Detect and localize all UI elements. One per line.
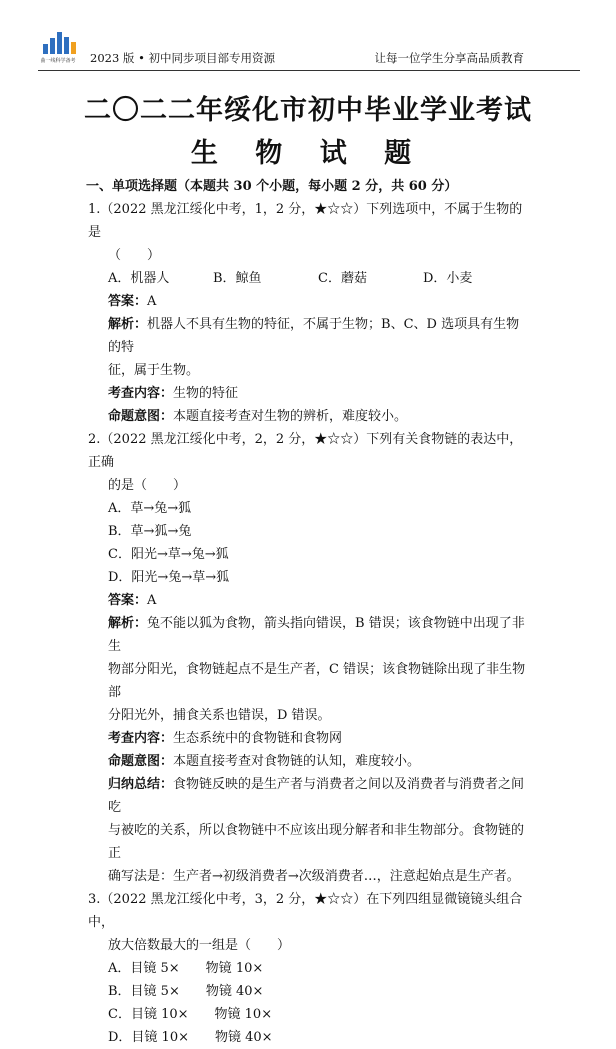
summary-text: 食物链反映的是生产者与消费者之间以及消费者与消费者之间吃 xyxy=(108,777,525,815)
summary xyxy=(88,773,530,819)
intent-text: 本题直接考查对食物链的认知，难度较小。 xyxy=(173,754,421,769)
question-stem: 1.（2022 黑龙江绥化中考，1，2 分，★☆☆）下列选项中，不属于生物的是 xyxy=(88,202,523,240)
option-b: B．目镜 5× 物镜 40× xyxy=(108,984,264,999)
analysis xyxy=(88,612,530,658)
analysis-cont: 物部分阳光，食物链起点不是生产者，C 错误；该食物链除出现了非生物部 xyxy=(108,662,526,700)
option-b: B．鲸鱼 xyxy=(213,271,262,286)
question-stem: 3.（2022 黑龙江绥化中考，3，2 分，★☆☆）在下列四组显微镜镜头组合中， xyxy=(88,892,523,930)
question-stem-cont: 的是（ ） xyxy=(108,478,187,493)
options xyxy=(88,267,530,290)
option-a: A．目镜 5× 物镜 10× xyxy=(108,961,264,976)
intent xyxy=(88,405,530,428)
analysis-text: 机器人不具有生物的特征，不属于生物；B、C、D 选项具有生物的特 xyxy=(108,317,520,355)
intent-label: 命题意图： xyxy=(108,754,174,769)
intent-text: 本题直接考查对生物的辨析，难度较小。 xyxy=(173,409,408,424)
analysis-label: 解析： xyxy=(108,616,148,631)
summary-cont: 确写法是：生产者→初级消费者→次级消费者…，注意起始点是生产者。 xyxy=(108,869,520,884)
option-c: C．目镜 10× 物镜 10× xyxy=(108,1007,273,1022)
content-text: 生物的特征 xyxy=(173,386,239,401)
exam-content xyxy=(88,175,530,1049)
content-label: 考查内容： xyxy=(108,386,174,401)
answer-label: 答案： xyxy=(108,294,148,309)
page-header xyxy=(0,0,616,76)
answer xyxy=(88,589,530,612)
content-label: 考查内容： xyxy=(108,731,174,746)
question-stem: 2.（2022 黑龙江绥化中考，2，2 分，★☆☆）下列有关食物链的表达中，正确 xyxy=(88,432,523,470)
option-d: D．小麦 xyxy=(423,271,473,286)
intent-label: 命题意图： xyxy=(108,409,174,424)
question-1 xyxy=(88,198,530,428)
analysis-cont: 征，属于生物。 xyxy=(108,363,200,378)
option-d: D．目镜 10× 物镜 40× xyxy=(108,1030,273,1045)
question-3 xyxy=(88,888,530,1049)
analysis-cont: 分阳光外，捕食关系也错误，D 错误。 xyxy=(108,708,331,723)
answer xyxy=(88,290,530,313)
options xyxy=(88,957,530,1049)
content-text: 生态系统中的食物链和食物网 xyxy=(173,731,343,746)
header-divider xyxy=(38,70,580,71)
answer-value: A xyxy=(147,593,157,608)
answer-value: A xyxy=(147,294,157,309)
option-b: B．草→狐→兔 xyxy=(108,524,192,539)
option-c: C．阳光→草→兔→狐 xyxy=(108,547,229,562)
question-stem-cont: （ ） xyxy=(108,248,161,263)
exam-title: 二〇二二年绥化市初中毕业学业考试 xyxy=(84,95,532,126)
question-stem-cont: 放大倍数最大的一组是（ ） xyxy=(108,938,291,953)
options xyxy=(88,497,530,589)
header-edition-text: 2023 版 • 初中同步项目部专用资源 xyxy=(90,51,276,65)
content-point xyxy=(88,727,530,750)
analysis xyxy=(88,313,530,359)
summary-cont: 与被吃的关系，所以食物链中不应该出现分解者和非生物部分。食物链的正 xyxy=(108,823,525,861)
header-slogan: 让每一位学生分享高品质教育 xyxy=(374,51,524,65)
content-point xyxy=(88,382,530,405)
exam-subject: 生 物 试 题 xyxy=(190,138,426,169)
summary-label: 归纳总结： xyxy=(108,777,174,792)
answer-label: 答案： xyxy=(108,593,148,608)
option-a: A．草→兔→狐 xyxy=(108,501,192,516)
logo-caption: 曲一线科学备考 xyxy=(40,58,76,64)
option-c: C．蘑菇 xyxy=(318,271,367,286)
analysis-label: 解析： xyxy=(108,317,148,332)
question-2 xyxy=(88,428,530,888)
option-a: A．机器人 xyxy=(108,271,170,286)
intent xyxy=(88,750,530,773)
analysis-text: 兔不能以狐为食物，箭头指向错误，B 错误；该食物链中出现了非生 xyxy=(108,616,525,654)
option-d: D．阳光→兔→草→狐 xyxy=(108,570,230,585)
section-heading: 一、单项选择题（本题共 30 个小题，每小题 2 分，共 60 分） xyxy=(86,179,458,194)
publisher-logo xyxy=(40,30,76,64)
